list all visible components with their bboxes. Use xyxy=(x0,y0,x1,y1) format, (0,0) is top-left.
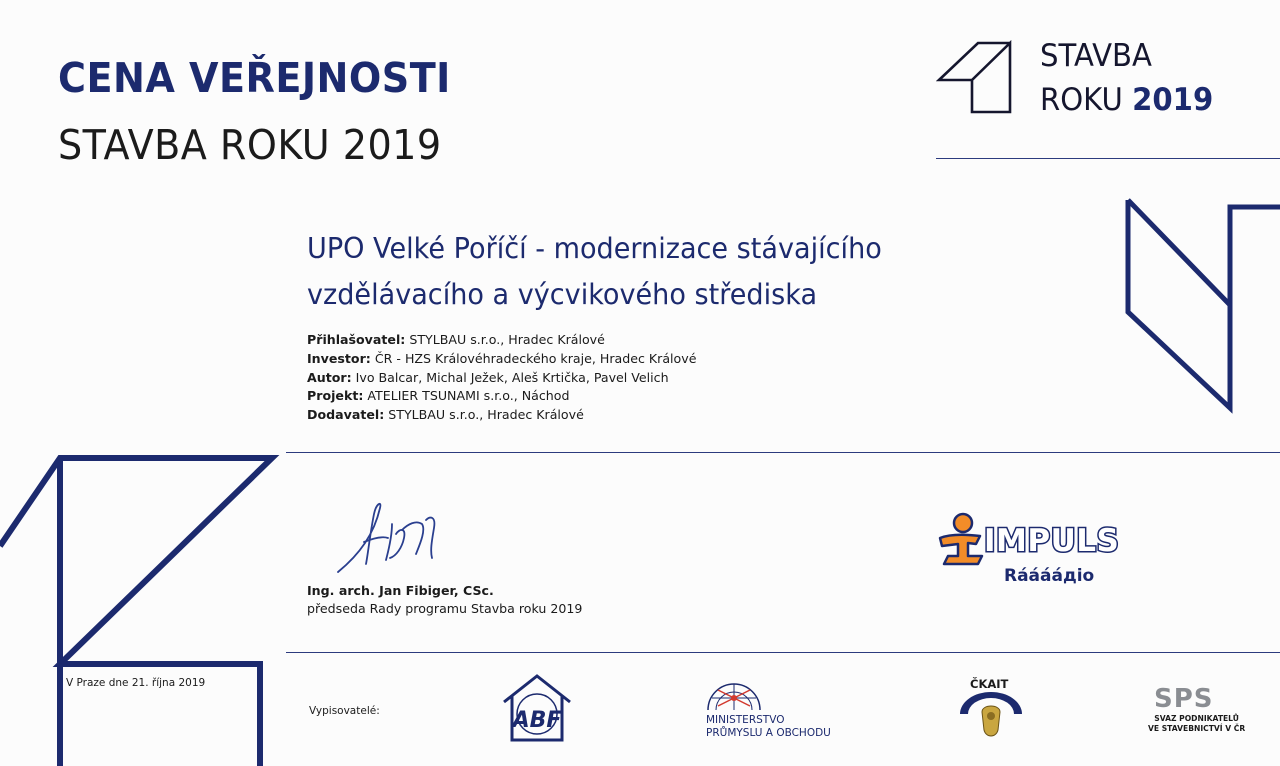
project-name-line1: UPO Velké Poříčí - modernizace stávajícího xyxy=(307,232,882,265)
detail-value: Ivo Balcar, Michal Ježek, Aleš Krtička, Pavel Velich xyxy=(355,369,669,385)
logo-line1: STAVBA xyxy=(1040,38,1152,74)
bottom-rule xyxy=(286,652,1280,653)
mpo-globe-icon xyxy=(706,680,762,712)
ckait-emblem-icon xyxy=(958,690,1024,742)
detail-value: STYLBAU s.r.o., Hradec Králové xyxy=(388,407,584,423)
project-name-line2: vzdělávacího a výcvikového střediska xyxy=(307,278,818,311)
certificate-subtitle: STAVBA ROKU 2019 xyxy=(58,121,442,169)
detail-label: Investor: xyxy=(307,350,371,366)
right-frame-shape xyxy=(1128,200,1280,408)
stavba-roku-logo-text xyxy=(1040,34,1213,122)
detail-label: Projekt: xyxy=(307,388,364,404)
sps-logo-letters: SPS xyxy=(1154,684,1214,714)
handwritten-signature xyxy=(330,494,470,584)
logo-year: 2019 xyxy=(1132,82,1214,118)
abf-logo-text: ABF xyxy=(512,708,562,733)
mpo-line1: MINISTERSTVO xyxy=(706,714,785,726)
left-frame-shape xyxy=(0,458,272,766)
logo-line2 xyxy=(1040,78,1213,122)
detail-row xyxy=(307,369,696,388)
mpo-line2: PRŮMYSLU A OBCHODU xyxy=(706,727,831,739)
detail-value: STYLBAU s.r.o., Hradec Králové xyxy=(409,332,605,347)
project-details xyxy=(307,331,696,425)
detail-row xyxy=(307,331,696,350)
logo-word: ROKU xyxy=(1040,82,1123,118)
sps-line2: VE STAVEBNICTVÍ V ČR xyxy=(1148,723,1246,733)
top-rule xyxy=(936,158,1280,159)
detail-row xyxy=(307,387,696,406)
impuls-figure-icon xyxy=(936,512,988,568)
detail-label: Autor: xyxy=(307,369,352,385)
detail-value: ČR - HZS Královéhradeckého kraje, Hradec Králové xyxy=(374,350,697,366)
issuers-label: Vypisovatelé: xyxy=(309,705,380,717)
mpo-logo-text xyxy=(706,714,831,740)
certificate-title: CENA VEŘEJNOSTI xyxy=(58,54,451,102)
detail-row xyxy=(307,350,696,369)
project-name xyxy=(307,226,882,318)
impuls-logo-sub: Rááááдio xyxy=(1004,566,1095,586)
sps-logo-word xyxy=(1154,684,1214,714)
right-frame-diagonal xyxy=(1128,200,1230,305)
sps-logo-sub xyxy=(1148,714,1245,733)
middle-rule xyxy=(286,452,1280,453)
place-date: V Praze dne 21. října 2019 xyxy=(66,677,206,689)
detail-label: Dodavatel: xyxy=(307,407,385,423)
detail-value: ATELIER TSUNAMI s.r.o., Náchod xyxy=(367,388,570,404)
signatory-role: předseda Rady programu Stavba roku 2019 xyxy=(307,601,583,616)
ckait-logo-text: ČKAIT xyxy=(970,677,1009,691)
stavba-roku-logo-icon xyxy=(936,40,1014,116)
abf-logo xyxy=(500,672,574,744)
detail-label: Přihlašovatel: xyxy=(307,332,406,347)
signatory-name: Ing. arch. Jan Fibiger, CSc. xyxy=(307,583,494,598)
sps-line1: SVAZ PODNIKATELŮ xyxy=(1154,714,1239,723)
impuls-logo-word: IMPULS xyxy=(984,523,1120,559)
detail-row xyxy=(307,406,696,425)
signatory xyxy=(307,582,582,618)
